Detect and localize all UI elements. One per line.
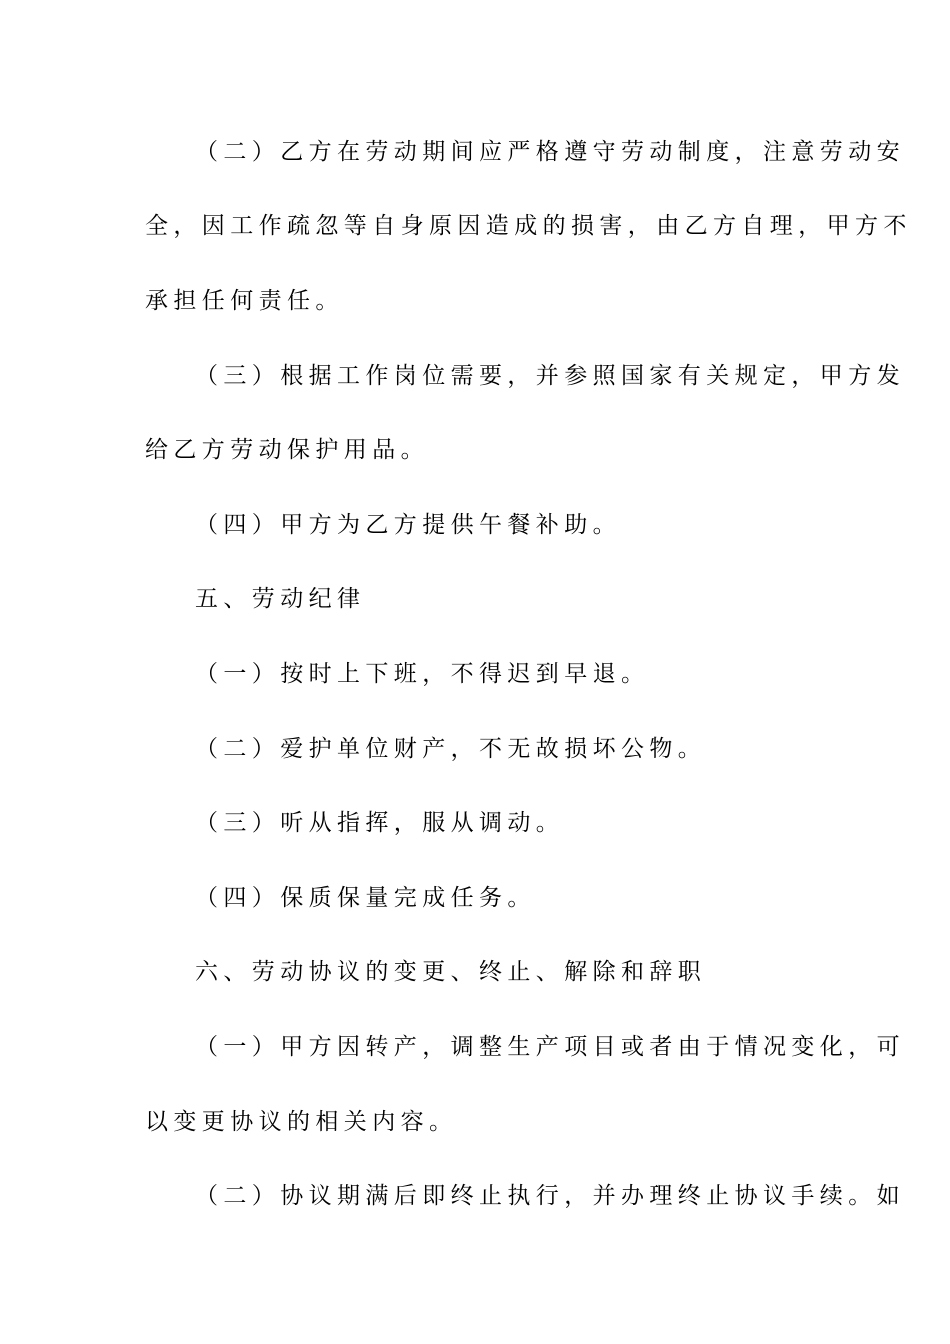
paragraph-line: 承担任何责任。: [145, 288, 344, 314]
section-heading: 六、劳动协议的变更、终止、解除和辞职: [195, 959, 707, 985]
paragraph-line: （二）乙方在劳动期间应严格遵守劳动制度，注意劳动安: [195, 139, 905, 165]
paragraph-line: （四）甲方为乙方提供午餐补助。: [195, 512, 621, 538]
paragraph-line: 给乙方劳动保护用品。: [145, 437, 429, 463]
section-heading: 五、劳动纪律: [195, 586, 366, 612]
paragraph-line: （二）爱护单位财产，不无故损坏公物。: [195, 736, 707, 762]
paragraph-line: （二）协议期满后即终止执行，并办理终止协议手续。如: [195, 1183, 905, 1209]
paragraph-line: 以变更协议的相关内容。: [145, 1109, 458, 1135]
paragraph-line: （一）按时上下班，不得迟到早退。: [195, 661, 650, 687]
paragraph-line: （一）甲方因转产，调整生产项目或者由于情况变化，可: [195, 1034, 905, 1060]
paragraph-line: （三）根据工作岗位需要，并参照国家有关规定，甲方发: [195, 363, 905, 389]
paragraph-line: （三）听从指挥，服从调动。: [195, 810, 565, 836]
paragraph-line: （四）保质保量完成任务。: [195, 885, 536, 911]
paragraph-line: 全，因工作疏忽等自身原因造成的损害，由乙方自理，甲方不: [145, 213, 912, 239]
